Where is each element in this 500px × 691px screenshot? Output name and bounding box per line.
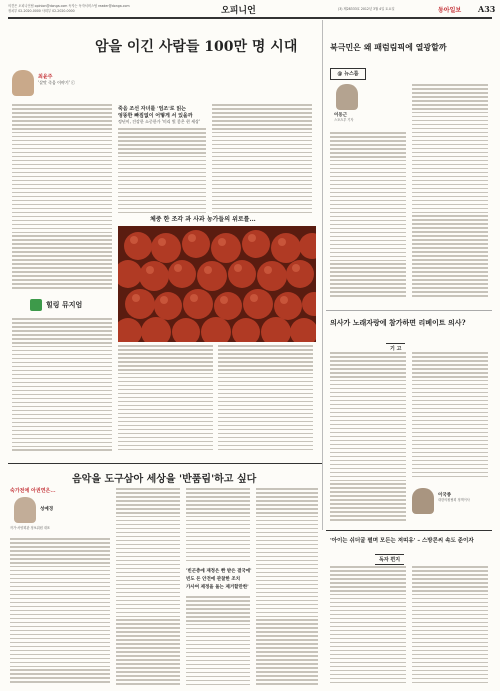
writer-name: 이국종 xyxy=(438,493,452,498)
bottom-label: 숙가전에 아권연은... xyxy=(10,488,56,494)
bottom-col-b xyxy=(116,488,180,688)
main-headline: 암을 이긴 사람들 100만 명 시대 xyxy=(95,39,298,55)
right-top-box xyxy=(326,22,492,308)
newsroom-badge: @ 뉴스룸 xyxy=(330,68,366,80)
article-col-1 xyxy=(12,104,112,294)
right-bottom-headline: '아이는 쉬더굴 펼며 모든는 져띠유' – 스방콘씨 속도 준이자 xyxy=(330,538,474,544)
bottom-col-a xyxy=(10,538,110,688)
masthead xyxy=(8,2,496,22)
article-col-2 xyxy=(118,128,206,218)
author-portrait xyxy=(12,70,34,96)
right-top-divider xyxy=(326,310,492,311)
article-col-5 xyxy=(118,345,213,455)
right-bottom-divider xyxy=(326,530,492,531)
contribution-badge: 기 고 xyxy=(386,343,405,354)
apples-photo xyxy=(118,226,316,342)
right-bottom-col-a xyxy=(330,566,406,686)
page-number: A33 xyxy=(478,4,496,14)
pull-quote-2: 빈도 돈 안전에 관찰한 조치 xyxy=(186,577,241,582)
article-col-6 xyxy=(218,345,313,455)
masthead-rule xyxy=(8,17,492,19)
columnist-name: 성예경 xyxy=(40,507,54,512)
health-logo xyxy=(30,299,42,311)
author-desc: '살맛 죽음 이야기' ⓒ xyxy=(38,80,76,85)
right-top-headline: 북극민은 왜 패럼림픽에 열광할까 xyxy=(330,42,447,52)
health-corner-text xyxy=(12,318,112,458)
reporter-name: 이동근 xyxy=(334,113,348,118)
bottom-col-d xyxy=(186,596,250,688)
right-bottom-col-b xyxy=(412,566,488,686)
right-mid-col-b xyxy=(412,352,488,482)
masthead-contact-2: 정치부 02-2020-0000 사회부 02-2020-0000 xyxy=(8,9,75,13)
reader-letter-badge: 독자 편지 xyxy=(375,554,404,565)
paper-name: 동아일보 xyxy=(438,7,462,14)
subhead-3: 정년이, 건강한 소중한가 '미리 빛 좋은 현 세상' xyxy=(118,119,200,124)
article-col-3 xyxy=(212,104,312,216)
bottom-headline: 음악을 도구삼아 세상을 '반품림'하고 싶다 xyxy=(72,474,257,485)
right-mid-headline: 의사가 노래자랑에 참가하면 리베이트 의사? xyxy=(330,318,466,327)
photo-caption: 체중 한 조각 과 사과 농가들의 위로를... xyxy=(150,216,256,223)
bottom-col-c xyxy=(186,488,250,564)
reporter-desc: 스포츠부 기자 xyxy=(334,118,354,122)
section-title: 오피니언 xyxy=(221,6,256,16)
issue-meta: (3) 제28333호 2012년 3월 4일 토요일 xyxy=(338,7,395,11)
subhead-2: 엉뚱한 빠짐없이 어떻게 서 있을까 xyxy=(118,113,193,119)
writer-portrait xyxy=(412,488,434,514)
author-name: 최윤주 xyxy=(38,74,53,80)
health-corner-title: 힐링 뮤지엄 xyxy=(46,300,83,309)
columnist-portrait xyxy=(14,497,36,523)
pull-quote-3: 가사여 제정을 돌는 제거할만한' xyxy=(186,585,249,590)
reporter-portrait xyxy=(336,84,358,110)
masthead-contact-1: 의견은 오피니언팀 opinion@donga.com 독자는 독자서비스팀 reader@donga.com xyxy=(8,4,130,8)
columnist-desc: 작가·서양회관 정보위원 대표 xyxy=(10,526,50,530)
right-top-col-b xyxy=(412,84,488,302)
right-mid-col-a xyxy=(330,352,406,527)
pull-quote-1: '빈곤층에 재정은 빤 받은 결국에' xyxy=(186,569,252,574)
apples-illustration xyxy=(118,226,316,342)
bottom-col-e xyxy=(256,488,318,688)
subhead-1: 죽음 조선 자녀를 '엄조'로 읽는 xyxy=(118,106,186,112)
writer-desc: 대한의원협회 정책이사 xyxy=(438,498,470,502)
right-top-col-a xyxy=(330,132,406,302)
column-divider xyxy=(322,20,323,530)
bottom-section-rule xyxy=(8,463,322,464)
